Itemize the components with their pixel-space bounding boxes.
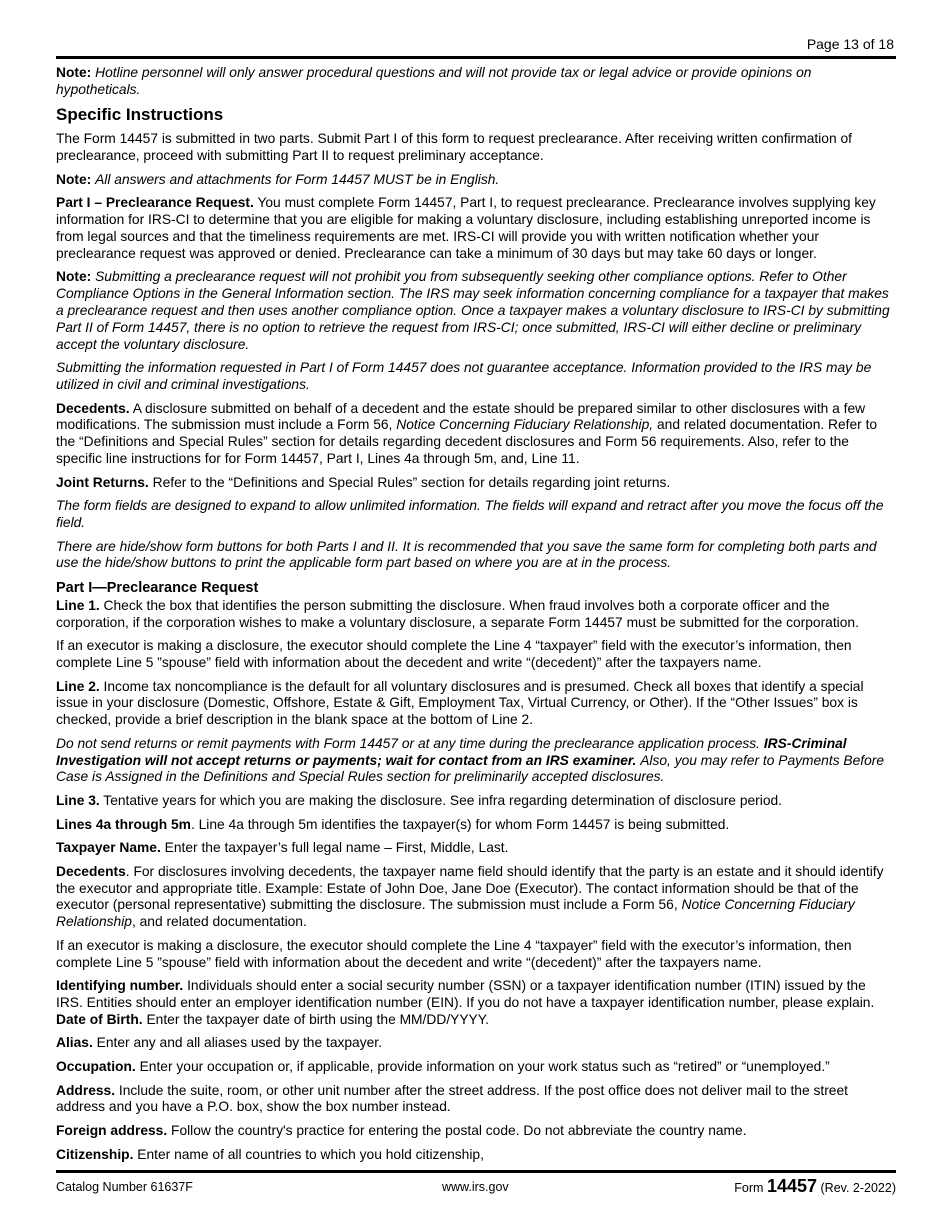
alias-paragraph: Alias. Enter any and all aliases used by the taxpayer.: [56, 1035, 382, 1051]
address-paragraph: Address. Include the suite, room, or other unit number after the street address. If the post office does not deliver mail to the street address and you have a P.O. box, show the box number instead.: [56, 1082, 848, 1115]
executor-paragraph-2: If an executor is making a disclosure, the executor should complete the Line 4 “taxpayer” field with the executor’s information, then complete Line 5 ”spouse” field with information about the decedent and write “(decedent)” after the taxpayers name.: [56, 937, 852, 970]
hide-show-paragraph: There are hide/show form buttons for both Parts I and II. It is recommended that you save the same form for completing both parts and use the hide/show buttons to print the applicable form part based on where you are at in the process.: [56, 538, 877, 571]
joint-returns-paragraph: Joint Returns. Refer to the “Definitions and Special Rules” section for details regarding joint returns.: [56, 474, 671, 490]
header-rule: [56, 56, 896, 59]
citizenship-paragraph: Citizenship. Enter name of all countries to which you hold citizenship,: [56, 1146, 484, 1162]
line3-paragraph: Line 3. Tentative years for which you are making the disclosure. See infra regarding determination of disclosure period.: [56, 793, 782, 809]
catalog-number: Catalog Number 61637F: [56, 1180, 193, 1194]
decedents-name-paragraph: Decedents. For disclosures involving decedents, the taxpayer name field should identify that the party is an estate and it should identify the executor and appropriate title. Example: Estate of John Doe, Jane Doe (Executor). The contact information should be that of the executor (personal representative) submitting the disclosure. The submission must include a Form 56, Notice Concerning Fiduciary Relationship, and related documentation.: [56, 863, 884, 930]
executor-paragraph: If an executor is making a disclosure, the executor should complete the Line 4 “taxpayer” field with the executor’s information, then complete Line 5 ”spouse” field with information about the decedent and write “(decedent)” after the taxpayers name.: [56, 638, 852, 671]
decedents-paragraph: Decedents. A disclosure submitted on behalf of a decedent and the estate should be prepared similar to other disclosures with a few modifications. The submission must include a Form 56, Notice Concerning Fiduciary Relationship, and related documentation. Refer to the “Definitions and Special Rules” section for details regarding decedent disclosures and Form 56 requirements. Also, refer to the specific line instructions for for Form 14457, Part I, Lines 4a through 5m, and, Line 11.: [56, 400, 878, 466]
section-title-specific-instructions: Specific Instructions: [56, 105, 224, 125]
submitting-paragraph: Submitting the information requested in Part I of Form 14457 does not guarantee acceptance. Information provided to the IRS may be utilized in civil and criminal investigations.: [56, 360, 872, 392]
line1-paragraph: Line 1. Check the box that identifies the person submitting the disclosure. When fraud involves both a corporate officer and the corporation, if the corporation wishes to make a voluntary disclosure, a separate Form 14457 must be submitted for the corporation.: [56, 597, 859, 630]
expand-fields-paragraph: The form fields are designed to expand to allow unlimited information. The fields will expand and retract after you move the focus off the field.: [56, 498, 884, 530]
line2-paragraph: Line 2. Income tax noncompliance is the default for all voluntary disclosures and is presumed. Check all boxes that identify a special issue in your disclosure (Domestic, Offshore, Estate & Gift, Employment Tax, Virtual Currency, or Other). If the “Other Issues” box is checked, provide a brief description in the blank space at the bottom of Line 2.: [56, 678, 864, 728]
note-english: Note: All answers and attachments for Form 14457 MUST be in English.: [56, 171, 500, 187]
website-link[interactable]: www.irs.gov: [442, 1180, 509, 1194]
lines-4a-5m-paragraph: Lines 4a through 5m. Line 4a through 5m identifies the taxpayer(s) for whom Form 14457 is being submitted.: [56, 816, 730, 832]
identifying-number-paragraph: Identifying number. Individuals should enter a social security number (SSN) or a taxpayer identification number (ITIN) issued by the IRS. Entities should enter an employer identification number (EIN). If you do not have a taxpayer identification number, please explain.: [56, 978, 875, 1010]
instructions-body: [56, 65, 896, 1170]
intro-paragraph: The Form 14457 is submitted in two parts. Submit Part I of this form to request preclearance. After receiving written confirmation of preclearance, proceed with submitting Part II to request preliminary acceptance.: [56, 131, 852, 164]
form-number: 14457: [766, 1176, 818, 1196]
page-footer: [56, 1176, 896, 1202]
part1-heading: Part I—Preclearance Request: [56, 579, 259, 596]
date-of-birth-paragraph: Date of Birth. Enter the taxpayer date of birth using the MM/DD/YYYY.: [56, 1011, 490, 1027]
do-not-send-paragraph: Do not send returns or remit payments with Form 14457 or at any time during the preclearance application process. IRS-Criminal Investigation will not accept returns or payments; wait for contact from an IRS examiner. Also, you may refer to Payments Before Case is Assigned in the Definitions and Special Rules section for preliminarily accepted disclosures.: [56, 735, 885, 785]
footer-rule: [56, 1170, 896, 1173]
note-hotline: Note: Hotline personnel will only answer procedural questions and will not provide tax or legal advice or provide opinions on hypotheticals.: [56, 65, 812, 97]
occupation-paragraph: Occupation. Enter your occupation or, if applicable, provide information on your work status such as “retired” or “unemployed.”: [56, 1058, 830, 1074]
foreign-address-paragraph: Foreign address. Follow the country's practice for entering the postal code. Do not abbreviate the country name.: [56, 1122, 747, 1138]
note-compliance-options: Note: Submitting a preclearance request will not prohibit you from subsequently seeking other compliance options. Refer to Other Compliance Options in the General Information section. The IRS may seek information concerning compliance for a taxpayer that makes a preclearance request and then uses another compliance option. Once a taxpayer makes a voluntary disclosure to IRS-CI by submitting Part II of Form 14457, there is no option to retrieve the request from IRS-CI; once submitted, IRS-CI will either decline or preliminary accept the voluntary disclosure.: [56, 269, 890, 352]
taxpayer-name-paragraph: Taxpayer Name. Enter the taxpayer’s full legal name – First, Middle, Last.: [56, 840, 509, 856]
part1-preclearance-paragraph: Part I – Preclearance Request. You must complete Form 14457, Part I, to request preclearance. Preclearance involves supplying key information for IRS-CI to determine that you are eligible for making a voluntary disclosure, including establishing unreported income is from legal sources and that the timeliness requirements are met. IRS-CI will provide you with written notification whether your preclearance request was approved or denied. Preclearance can take a minimum of 30 days but may take 60 days or longer.: [56, 195, 876, 261]
form-identifier: Form 14457 (Rev. 2-2022): [734, 1176, 896, 1196]
page-number: Page 13 of 18: [806, 36, 894, 52]
